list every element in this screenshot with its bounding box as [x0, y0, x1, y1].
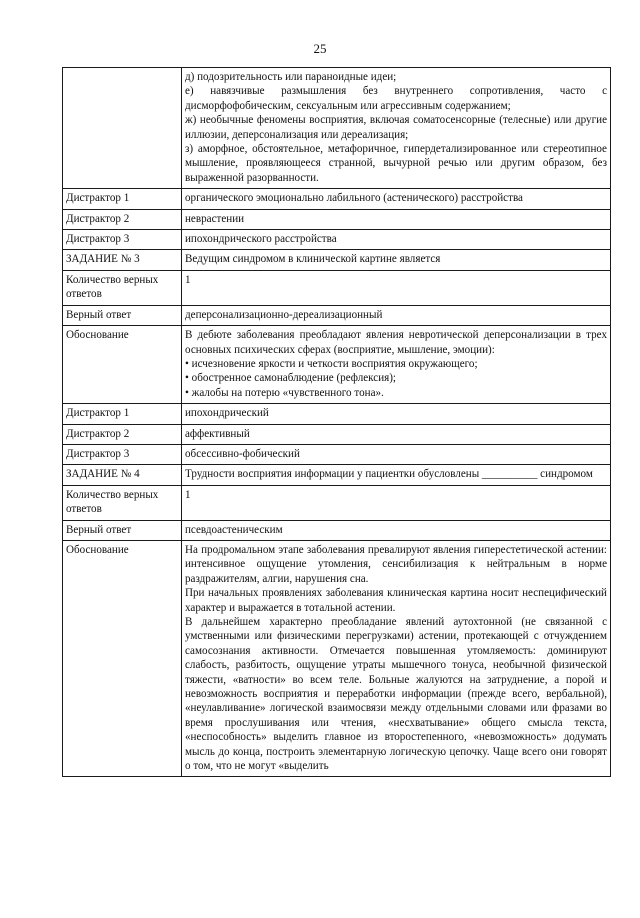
- row-value: обсессивно-фобический: [182, 444, 611, 464]
- row-label: Верный ответ: [63, 305, 182, 325]
- row-value: деперсонализационно-дереализационный: [182, 305, 611, 325]
- task4-label: ЗАДАНИЕ № 4: [63, 465, 182, 485]
- task4-answer-row: [63, 520, 611, 540]
- task3-distractor-row-1: [63, 404, 611, 424]
- task4-rationale: [182, 540, 611, 777]
- row-value: аффективный: [182, 424, 611, 444]
- task4-count-row: [63, 485, 611, 520]
- rationale-bullet: • исчезновение яркости и четкости восприятия окружающего;: [185, 357, 478, 370]
- row-value: 1: [182, 270, 611, 305]
- row-label: Обоснование: [63, 540, 182, 777]
- rationale-paragraph: В дальнейшем характерно преобладание явлений аутохтонной (не связанной с умственными или физическими перегрузками) астении, протекающей с отчуждением самосознания активности. Отмечается повышенная утомляемость: доминируют слабость, разбитость, ощущение утраты мышечного тонуса, необычной физической тяжести, «ватности» во всем теле. Больные жалуются на затруднение, а порой и невозможность восприятия и переработки информации (прежде всего, вербальной), «неулавливание» логической взаимосвязи между отдельными словами или фразами во время прослушивания или чтения, «несхватывание» общего смысла текста, «неспособность» выделить главное из второстепенного, «невозможность» додумать мысль до конца, построить элементарную логическую цепочку. Чаще всего они говорят о том, что не могут «выделить: [185, 616, 607, 773]
- rationale-intro: В дебюте заболевания преобладают явления невротической деперсонализации в трех основных психических сферах (восприятие, мышление, эмоции):: [185, 329, 607, 356]
- task-table: [62, 67, 611, 777]
- rationale-bullet: • жалобы на потерю «чувственного тона».: [185, 386, 384, 399]
- rationale-paragraph: На продромальном этапе заболевания превалируют явления гиперестетической астении: интенсивное ощущение утомления, сенсибилизация к нейтральным в норме раздражителям, алгии, нарушения сна.: [185, 543, 607, 585]
- row-value: неврастении: [182, 209, 611, 229]
- row-value: ипохондрического расстройства: [182, 230, 611, 250]
- task2-distractor-row-1: [63, 189, 611, 209]
- row-label: Дистрактор 1: [63, 404, 182, 424]
- task3-question: Ведущим синдромом в клинической картине является: [182, 250, 611, 270]
- empty-cell: [63, 68, 182, 189]
- criterion-zh: ж) необычные феномены восприятия, включая соматосенсорные (телесные) или другие иллюзии, деперсонализация или дереализация;: [185, 114, 607, 141]
- row-label: Количество верных ответов: [63, 270, 182, 305]
- rationale-bullet: • обостренное самонаблюдение (рефлексия);: [185, 372, 397, 385]
- task3-distractor-row-3: [63, 444, 611, 464]
- row-value: органического эмоционально лабильного (астенического) расстройства: [182, 189, 611, 209]
- task3-header-row: [63, 250, 611, 270]
- row-label: Обоснование: [63, 326, 182, 404]
- task3-answer-row: [63, 305, 611, 325]
- task2-distractor-row-3: [63, 230, 611, 250]
- rationale-paragraph: При начальных проявлениях заболевания клиническая картина носит неспецифический характер и выражается в тотальной астении.: [185, 587, 607, 614]
- continuation-row: [63, 68, 611, 189]
- row-value: псевдоастеническим: [182, 520, 611, 540]
- task4-rationale-row: [63, 540, 611, 777]
- criterion-e: е) навязчивые размышления без внутреннего сопротивления, часто с дисморфофобическим, сексуальным или агрессивным содержанием;: [185, 85, 607, 112]
- task3-count-row: [63, 270, 611, 305]
- task4-header-row: [63, 465, 611, 485]
- task3-rationale-row: [63, 326, 611, 404]
- row-label: Количество верных ответов: [63, 485, 182, 520]
- criterion-d: д) подозрительность или параноидные идеи;: [185, 71, 397, 83]
- row-label: Дистрактор 3: [63, 230, 182, 250]
- row-label: Дистрактор 2: [63, 424, 182, 444]
- criterion-z: з) аморфное, обстоятельное, метафоричное, гипердетализированное или стереотипное мышление, проявляющееся странной, вычурной речью или другим образом, без выраженной разорванности.: [185, 143, 607, 184]
- continuation-text: [182, 68, 611, 189]
- task2-distractor-row-2: [63, 209, 611, 229]
- task3-distractor-row-2: [63, 424, 611, 444]
- task4-question: Трудности восприятия информации у пациентки обусловлены __________ синдромом: [182, 465, 611, 485]
- row-label: Верный ответ: [63, 520, 182, 540]
- task3-label: ЗАДАНИЕ № 3: [63, 250, 182, 270]
- page-number: 25: [313, 41, 327, 56]
- row-label: Дистрактор 2: [63, 209, 182, 229]
- row-value: ипохондрический: [182, 404, 611, 424]
- task3-rationale: [182, 326, 611, 404]
- row-label: Дистрактор 3: [63, 444, 182, 464]
- row-value: 1: [182, 485, 611, 520]
- row-label: Дистрактор 1: [63, 189, 182, 209]
